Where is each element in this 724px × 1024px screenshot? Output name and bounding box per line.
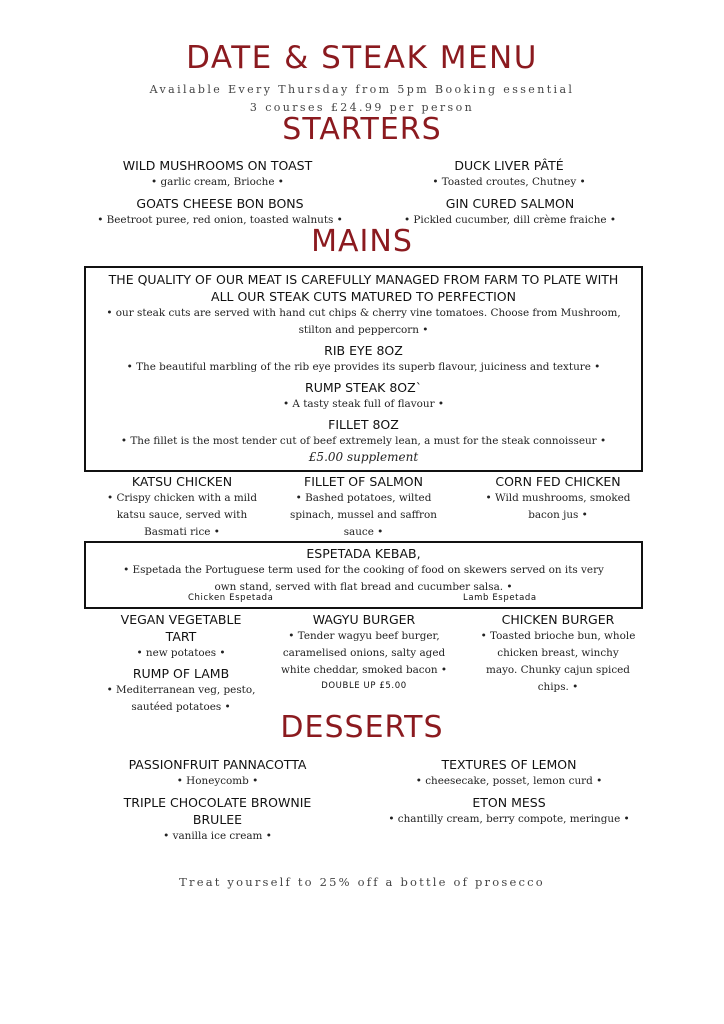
main-item	[478, 473, 638, 524]
kebab-name: ESPETADA KEBAB,	[306, 546, 421, 561]
steak-box	[84, 266, 643, 472]
starter-desc: • Toasted croutes, Chutney •	[432, 176, 586, 188]
main-item	[282, 473, 445, 541]
steak-item	[96, 379, 631, 413]
double-up-note: DOUBLE UP £5.00	[321, 681, 407, 691]
dessert-item	[110, 756, 325, 790]
steak-intro-desc: • our steak cuts are served with hand cut chips & cherry vine tomatoes. Choose from Mushroom, stilton and peppercorn •	[106, 307, 621, 336]
main-desc: • Bashed potatoes, wilted spinach, mussel and saffron sauce •	[290, 492, 437, 538]
main-item	[84, 473, 280, 541]
starter-name: GIN CURED SALMON	[445, 196, 575, 211]
starter-name: WILD MUSHROOMS ON TOAST	[122, 158, 313, 173]
kebab-options	[86, 593, 641, 607]
dessert-name: PASSIONFRUIT PANNACOTTA	[128, 757, 307, 772]
dessert-desc: • vanilla ice cream •	[163, 830, 272, 842]
main-desc: • Wild mushrooms, smoked bacon jus •	[485, 492, 631, 521]
main-item	[280, 611, 448, 693]
steak-desc: • The beautiful marbling of the rib eye provides its superb flavour, juiciness and texture •	[126, 361, 601, 373]
steak-desc: • A tasty steak full of flavour •	[283, 398, 444, 410]
main-name: VEGAN VEGETABLE TART	[120, 612, 242, 644]
main-name: RUMP OF LAMB	[132, 666, 230, 681]
menu-title: DATE & STEAK MENU	[186, 40, 538, 76]
dessert-name: TEXTURES OF LEMON	[441, 757, 577, 772]
main-name: KATSU CHICKEN	[131, 474, 233, 489]
main-name: WAGYU BURGER	[312, 612, 416, 627]
steak-desc: • The fillet is the most tender cut of beef extremely lean, a must for the steak connoisseur •	[120, 435, 607, 447]
main-desc: • new potatoes •	[136, 647, 226, 659]
starter-desc: • garlic cream, Brioche •	[151, 176, 284, 188]
dessert-item	[400, 756, 618, 790]
steak-name: FILLET 8OZ	[328, 417, 399, 432]
main-item	[472, 611, 644, 696]
dessert-item	[385, 794, 633, 828]
main-desc: • Mediterranean veg, pesto, sautéed potatoes •	[106, 684, 256, 713]
price-text: 3 courses £24.99 per person	[249, 101, 475, 114]
starters-heading: STARTERS	[282, 112, 442, 147]
dessert-item	[110, 794, 325, 845]
main-desc: • Crispy chicken with a mild katsu sauce, served with Basmati rice •	[107, 492, 257, 538]
kebab-option-chicken: Chicken Espetada	[188, 593, 274, 603]
steak-intro-title: THE QUALITY OF OUR MEAT IS CAREFULLY MANAGED FROM FARM TO PLATE WITH ALL OUR STEAK CUTS MATURED TO PERFECTION	[108, 272, 619, 304]
starter-item	[100, 157, 335, 191]
starter-desc: • Pickled cucumber, dill crème fraiche •	[404, 214, 616, 226]
main-name: CORN FED CHICKEN	[495, 474, 621, 489]
prosecco-offer: Treat yourself to 25% off a bottle of prosecco	[179, 875, 545, 889]
main-name: CHICKEN BURGER	[501, 612, 615, 627]
steak-name: RUMP STEAK 8OZ`	[305, 380, 422, 395]
kebab-box	[84, 541, 643, 609]
dessert-name: ETON MESS	[472, 795, 546, 810]
dessert-desc: • Honeycomb •	[176, 775, 259, 787]
kebab-desc: • Espetada the Portuguese term used for the cooking of food on skewers served on its very own stand, served with flat bread and cucumber salsa. •	[123, 564, 604, 593]
steak-name: RIB EYE 8OZ	[324, 343, 403, 358]
desserts-heading: DESSERTS	[280, 710, 444, 745]
main-item	[95, 611, 267, 662]
dessert-name: TRIPLE CHOCOLATE BROWNIE BRULEE	[123, 795, 312, 827]
main-desc: • Toasted brioche bun, whole chicken breast, winchy mayo. Chunky cajun spiced chips. •	[480, 630, 636, 693]
mains-heading: MAINS	[311, 224, 413, 259]
dessert-desc: • chantilly cream, berry compote, meringue •	[388, 813, 630, 825]
main-desc: • Tender wagyu beef burger, caramelised onions, salty aged white cheddar, smoked bacon •	[280, 630, 447, 676]
steak-item	[96, 342, 631, 376]
dessert-desc: • cheesecake, posset, lemon curd •	[415, 775, 603, 787]
starter-name: GOATS CHEESE BON BONS	[136, 196, 304, 211]
starter-item	[393, 157, 625, 191]
steak-item	[96, 416, 631, 450]
kebab-option-lamb: Lamb Espetada	[463, 593, 537, 603]
starter-name: DUCK LIVER PÂTÉ	[454, 158, 564, 173]
main-name: FILLET OF SALMON	[304, 474, 423, 489]
starter-desc: • Beetroot puree, red onion, toasted walnuts •	[97, 214, 343, 226]
supplement-note: £5.00 supplement	[308, 450, 419, 464]
main-item	[86, 665, 276, 716]
availability-text: Available Every Thursday from 5pm Booking essential	[149, 83, 575, 96]
